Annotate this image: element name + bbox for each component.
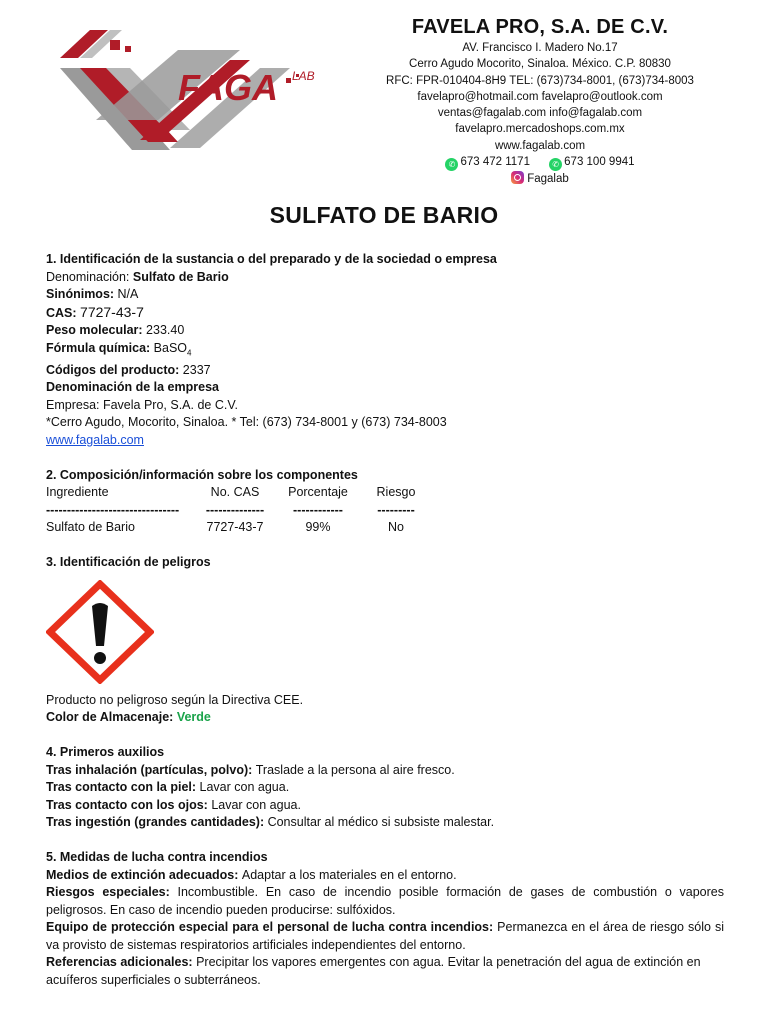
whatsapp-icon: ✆ — [549, 158, 562, 171]
empresa-line: Empresa: Favela Pro, S.A. de C.V. — [46, 397, 238, 412]
col-header: Ingrediente — [46, 485, 109, 499]
riesgos-label: Riesgos especiales: — [46, 885, 178, 899]
peso-value: 233.40 — [146, 323, 185, 337]
sinonimos-line — [46, 286, 724, 304]
divider: --------- — [377, 502, 415, 517]
fagalab-logo — [50, 20, 340, 170]
equipo-paragraph — [46, 919, 724, 954]
medios-label: Medios de extinción adecuados: — [46, 867, 242, 882]
first-aid-item — [46, 797, 724, 815]
cell-percent: 99% — [305, 520, 331, 534]
divider: -------------- — [205, 502, 265, 517]
formula-line — [46, 340, 724, 362]
instagram-row — [340, 171, 740, 187]
document-body — [46, 251, 724, 989]
first-aid-label: Tras contacto con los ojos: — [46, 797, 212, 812]
composition-table — [46, 484, 430, 537]
cell-ingredient: Sulfato de Bario — [46, 520, 135, 534]
company-name: FAVELA PRO, S.A. DE C.V. — [411, 16, 669, 38]
email-line-2: ventas@fagalab.com info@fagalab.com — [437, 107, 643, 120]
sinonimos-value: N/A — [117, 287, 139, 301]
col-header: No. CAS — [210, 485, 260, 499]
company-header — [340, 14, 740, 187]
referencias-paragraph — [46, 954, 724, 989]
logo-sub: LAB — [292, 69, 315, 83]
equipo-label: Equipo de protección especial para el personal de lucha contra incendios: — [46, 920, 498, 934]
table-row — [46, 519, 430, 537]
whatsapp-icon: ✆ — [445, 158, 458, 171]
denominacion-line — [46, 269, 724, 287]
empresa-heading: Denominación de la empresa — [46, 380, 219, 394]
section-1-heading: 1. Identificación de la sustancia o del preparado y de la sociedad o empresa — [46, 252, 497, 266]
section-3-heading: 3. Identificación de peligros — [46, 555, 211, 569]
storage-color-line — [46, 709, 724, 727]
first-aid-value: Consultar al médico si subsiste malestar. — [267, 815, 495, 829]
cell-risk: No — [388, 520, 404, 534]
cas-value: 7727-43-7 — [80, 303, 144, 320]
hazard-statement: Producto no peligroso según la Directiva CEE. — [46, 692, 304, 707]
phone-2: 673 100 9941 — [564, 156, 635, 169]
first-aid-value: Traslade a la persona al aire fresco. — [255, 762, 455, 777]
denominacion-label: Denominación: — [46, 269, 133, 284]
divider: ------------ — [293, 502, 343, 517]
formula-value: BaSO — [153, 340, 188, 355]
first-aid-value: Lavar con agua. — [211, 797, 301, 812]
first-aid-label: Tras contacto con la piel: — [46, 780, 200, 794]
website-link[interactable]: www.fagalab.com — [46, 432, 144, 447]
whatsapp-row — [340, 154, 740, 171]
riesgos-value: Incombustible. En caso de incendio posible formación de gases de combustión o vapores peligrosos. En caso de incendio pueden producirse: sulfóxidos. — [46, 885, 725, 917]
instagram-icon — [511, 171, 524, 184]
peso-line — [46, 322, 724, 340]
address-line-2: Cerro Agudo Mocorito, Sinaloa. México. C.P. 80830 — [409, 58, 671, 71]
referencias-label: Referencias adicionales: — [46, 955, 197, 969]
referencias-value: Precipitar los vapores emergentes con agua. Evitar la penetración del agua de extinción en acuíferos superficiales o subterráneos. — [46, 955, 701, 987]
storage-color-label: Color de Almacenaje: — [46, 710, 177, 724]
shop-url: favelapro.mercadoshops.com.mx — [455, 123, 625, 136]
email-line-1: favelapro@hotmail.com favelapro@outlook.com — [417, 90, 663, 103]
section-2-heading: 2. Composición/información sobre los componentes — [46, 467, 358, 482]
address-line-1: AV. Francisco I. Madero No.17 — [462, 42, 618, 54]
document-title: SULFATO DE BARIO — [269, 202, 499, 228]
formula-subscript: 4 — [187, 348, 192, 357]
col-header: Porcentaje — [288, 485, 348, 499]
first-aid-label: Tras inhalación (partículas, polvo): — [46, 762, 256, 777]
codigo-value: 2337 — [182, 362, 211, 377]
table-divider-row — [46, 502, 430, 520]
cas-line — [46, 304, 724, 323]
medios-line — [46, 867, 724, 885]
section-5-heading: 5. Medidas de lucha contra incendios — [46, 850, 268, 864]
cas-label: CAS: — [46, 305, 81, 320]
website-url: www.fagalab.com — [494, 139, 586, 152]
col-header: Riesgo — [376, 485, 416, 499]
equipo-value: Permanezca en el área de riesgo sólo si va provisto de sistemas respiratorios artificiales independientes del entorno. — [46, 920, 724, 952]
first-aid-item — [46, 814, 724, 832]
exclamation-hazard-icon — [46, 580, 154, 684]
first-aid-item — [46, 779, 724, 797]
phone-1: 673 472 1171 — [460, 156, 530, 169]
table-header-row — [46, 484, 430, 502]
codigo-label: Códigos del producto: — [46, 362, 183, 377]
denominacion-value: Sulfato de Bario — [132, 269, 229, 284]
first-aid-item — [46, 762, 724, 780]
instagram-handle: Fagalab — [527, 173, 569, 186]
sinonimos-label: Sinónimos: — [46, 287, 118, 301]
divider: -------------------------------- — [46, 502, 180, 517]
storage-color-value: Verde — [176, 710, 211, 724]
first-aid-label: Tras ingestión (grandes cantidades): — [46, 815, 268, 829]
section-4-heading: 4. Primeros auxilios — [46, 745, 165, 759]
formula-label: Fórmula química: — [46, 340, 154, 355]
codigo-line — [46, 362, 724, 380]
logo-wordmark: FAGA — [178, 67, 279, 108]
rfc-phone-line: RFC: FPR-010404-8H9 TEL: (673)734-8001, (673)734-8003 — [386, 74, 694, 87]
cell-cas: 7727-43-7 — [206, 520, 264, 534]
empresa-address: *Cerro Agudo, Mocorito, Sinaloa. * Tel: (673) 734-8001 y (673) 734-8003 — [46, 415, 447, 429]
medios-value: Adaptar a los materiales en el entorno. — [241, 867, 457, 882]
first-aid-value: Lavar con agua. — [199, 780, 290, 794]
riesgos-paragraph — [46, 884, 724, 919]
peso-label: Peso molecular: — [46, 323, 147, 337]
